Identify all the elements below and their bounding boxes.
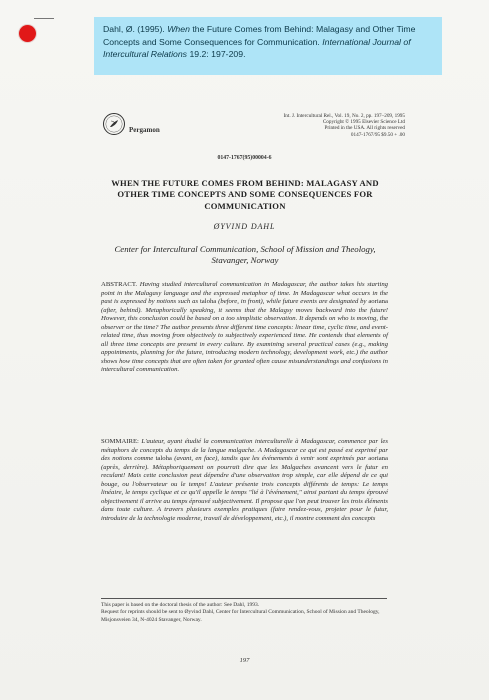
sommaire-paragraph xyxy=(101,438,388,523)
citation-box xyxy=(94,17,442,75)
page-number: 197 xyxy=(239,657,250,664)
footnote-reprints: Request for reprints should be sent to Øyvind Dahl, Center for Intercultural Communication, School of Mission and Theology, Misjonsveien 34, N-4024 Stavanger, Norway. xyxy=(101,609,380,623)
journal-line-4: 0147-1767/95 $9.50 + .00 xyxy=(350,131,405,138)
citation-journal: International Journal of Intercultural Relations xyxy=(103,36,411,59)
abstract-text-2: (before, in front), while future events are designated by xyxy=(216,298,369,305)
abstract-term-aoriana: aoriana xyxy=(368,298,388,305)
journal-line-1: Int. J. Intercultural Rel., Vol. 19, No. 2, pp. 197–209, 1995 xyxy=(283,113,405,119)
abstract-text-3: (after, behind). Metaphorically speaking, it seems that the Malagsy moves backward into the future! However, this conclusion could be based on a too simplistic observation. It depends on who is moving, the observer or the time? The author presents three different time concepts: linear time, cyclic time, and event-related time, thus moving from objectively to subjectively experienced time. He contends that elements of all three time concepts are present in every culture. By examining several practical cases (e.g., making appointments, planning for the future, introducing modern technology, development work, etc.) the author shows how time concepts that are often taken for granted often cause misunderstandings and confusions in intercultural communication. xyxy=(101,306,388,373)
author-name: ØYVIND DAHL xyxy=(213,222,276,231)
footnote-thesis: This paper is based on the doctoral thesis of the author: See Dahl, 1993. xyxy=(101,602,260,608)
abstract-term-taloha: taloha xyxy=(199,298,217,305)
journal-line-3: Printed in the USA. All rights reserved xyxy=(324,125,405,132)
citation-title-rest: the Future Comes from Behind: Malagasy and Other Time Concepts and Some Consequences for Communication. xyxy=(103,24,416,47)
journal-line-2: Copyright © 1995 Elsevier Science Ltd xyxy=(322,119,405,126)
sommaire-text-1: L'auteur, ayant étudié la communication interculturelle à Madagascar, commence par les métaphors de concepts du temps de la langue malgache. A Madagascar ce qui est passé est exprimé par des notions comme xyxy=(101,438,388,462)
citation-title-word: When xyxy=(167,24,190,34)
abstract-label: ABSTRACT. xyxy=(101,281,140,288)
citation-suffix: 19.2: 197-209. xyxy=(187,49,246,59)
top-rule xyxy=(34,18,54,19)
footnote-rule xyxy=(101,598,387,599)
abstract-paragraph xyxy=(101,281,388,375)
footnotes xyxy=(101,602,387,624)
author-affiliation: Center for Intercultural Communication, School of Mission and Theology, Stavanger, Norway xyxy=(114,244,376,265)
doi: 0147-1767(95)00004-6 xyxy=(217,155,272,161)
sommaire-text-2: (avant, en face), tandis que les événements à venir sont exprimés par xyxy=(171,455,369,462)
abstract-text-1: Having studied intercultural communication in Madagascar, the author takes his starting point in the Malagasy language and the expressed metaphor of time. In Madagascar what occurs in the past is expressed by notions such as xyxy=(101,281,389,305)
sommaire-term-taloha: taloha xyxy=(155,455,172,462)
sommaire-term-aoriana: aoriana xyxy=(368,455,388,462)
pergamon-logo-icon xyxy=(102,112,126,136)
publisher-name: Pergamon xyxy=(129,126,160,134)
red-dot-icon xyxy=(19,25,36,42)
article-title: WHEN THE FUTURE COMES FROM BEHIND: MALAGASY AND OTHER TIME CONCEPTS AND SOME CONSEQUENCES FOR COMMUNICATION xyxy=(111,178,379,211)
sommaire-label: SOMMAIRE: xyxy=(101,438,142,445)
sommaire-text-3: (après, derrière). Métaphoriquement on pourrait dire que les Malgaches avancent vers le futur en reculant! Mais cette conclusion peut dépendre d'une observation trop simple, car elle dépend de ce qui bouge, ou l'observateur ou le temps! L'auteur présente trois concepts différents de temps: Le temps linéaire, le temps cyclique et ce qu'il appelle le temps "lié à l'événement," ainsi partant du temps éprouvé objectivement il arrive au temps éprouvé subjectivement. Il propose que l'on peut trouver les trois éléments dans toute culture. A travers plusieurs exemples pratiques (faire rendez-vous, projeter pour le futur, introduire de la technologie moderne, travail de développement, etc.), il montre comment des concepts xyxy=(101,463,388,522)
citation-prefix: Dahl, Ø. (1995). xyxy=(103,24,168,34)
journal-info xyxy=(255,113,405,138)
